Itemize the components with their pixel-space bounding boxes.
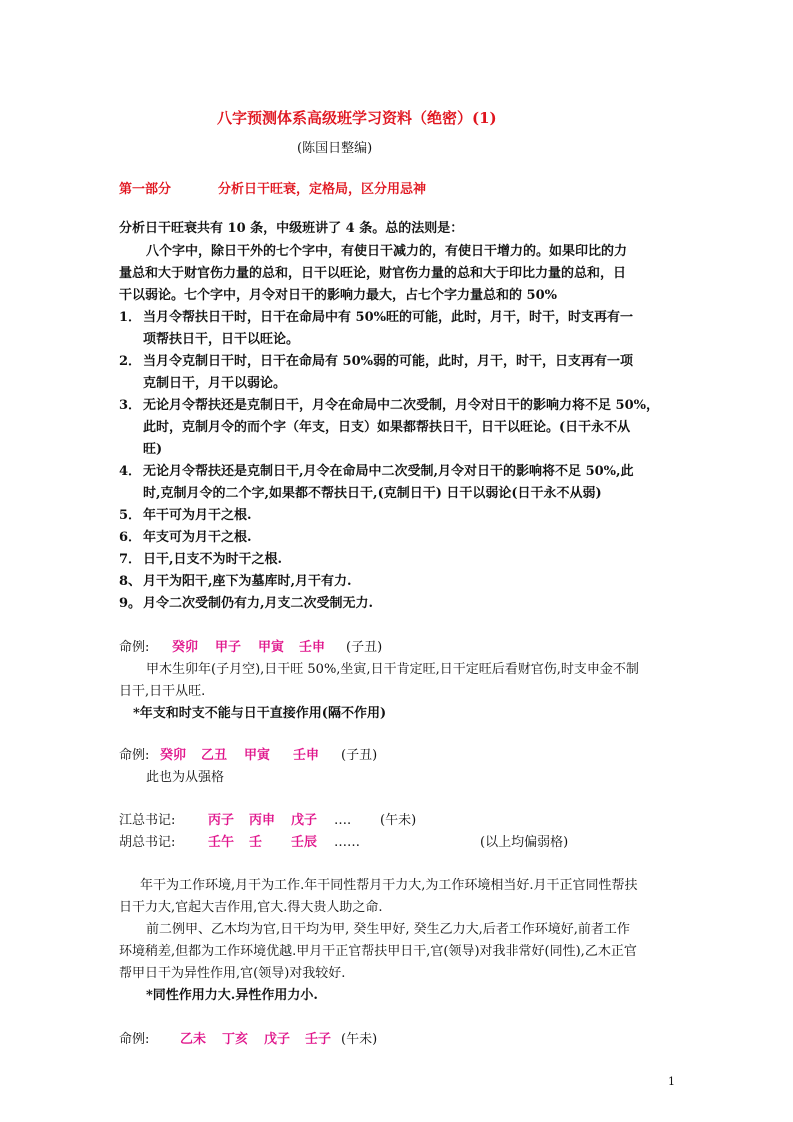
page-title: 八字预测体系高级班学习资料（绝密）(1): [217, 109, 497, 127]
discussion-line: 前二例甲、乙木均为官,日干均为甲, 癸生甲好, 癸生乙力大,后者工作环境好,前者工作: [146, 922, 630, 937]
rule-text: 旺): [143, 442, 163, 457]
example-text: 日干,日干从旺.: [119, 684, 206, 699]
rule-number: 8、: [119, 574, 142, 589]
ellipsis: ……: [334, 835, 360, 850]
pillar: 丙子: [208, 813, 235, 828]
rule-text: 时,克制月令的二个字,如果都不帮扶日干,(克制日干) 日干以弱论(日干永不从弱): [143, 486, 602, 501]
emphasis-note: *同性作用力大.异性作用力小.: [146, 988, 318, 1003]
example-note: (以上均偏弱格): [480, 835, 569, 850]
rule-number: 3．: [119, 398, 142, 413]
example-label: 胡总书记:: [119, 835, 176, 850]
pillar: 甲寅: [244, 748, 271, 763]
intro-heading: 分析日干旺衰共有 10 条，中级班讲了 4 条。总的法则是：: [119, 221, 464, 236]
pillar: 壬申: [293, 748, 320, 763]
rule-text: 当月令帮扶日干时，日干在命局中有 50%旺的可能，此时，月干，时干，时支再有一: [143, 310, 633, 325]
example-note: (午未): [341, 1032, 378, 1047]
pillar: 壬申: [299, 640, 326, 655]
page-subtitle: (陈国日整编): [297, 141, 373, 156]
page-number: 1: [668, 1075, 675, 1088]
example-label: 命例:: [119, 640, 150, 655]
rule-text: 项帮扶日干，日干以旺论。: [143, 332, 300, 347]
pillar: 癸卯: [172, 640, 199, 655]
discussion-line: 日干力大,官起大吉作用,官大.得大贵人助之命.: [119, 900, 383, 915]
example-note: (子丑): [341, 748, 378, 763]
pillar: 壬: [249, 835, 263, 850]
rule-text: 当月令克制日干时，日干在命局有 50%弱的可能，此时，月干，时干，日支再有一项: [143, 354, 633, 369]
rule-text: 克制日干，月干以弱论。: [143, 376, 287, 391]
example-text: 此也为从强格: [146, 770, 225, 785]
intro-line: 八个字中，除日干外的七个字中，有使日干减力的，有使日干增力的。如果印比的力: [146, 244, 628, 259]
pillar: 癸卯: [160, 748, 187, 763]
pillar: 壬子: [305, 1032, 332, 1047]
example-note: (午未): [380, 813, 417, 828]
rule-number: 1．: [119, 310, 142, 325]
rule-number: 6．: [119, 530, 142, 545]
section-label: 第一部分: [119, 182, 172, 197]
discussion-line: 环境稍差,但都为工作环境优越.甲月干正官帮扶甲日干,官(领导)对我非常好(同性),乙木正官: [119, 944, 637, 959]
section-title: 分析日干旺衰，定格局，区分用忌神: [218, 182, 427, 197]
rule-number: 4．: [119, 464, 142, 479]
pillar: 乙丑: [201, 748, 228, 763]
rule-text: 月令二次受制仍有力,月支二次受制无力.: [143, 596, 374, 611]
pillar: 乙未: [180, 1032, 207, 1047]
rule-text: 年干可为月干之根.: [143, 508, 252, 523]
discussion-line: 年干为工作环境,月干为工作.年干同性帮月干力大,为工作环境相当好.月干正官同性帮扶: [140, 878, 638, 893]
pillar: 甲寅: [258, 640, 285, 655]
rule-text: 无论月令帮扶还是克制日干，月令在命局中二次受制，月令对日干的影响力将不足 50%，: [143, 398, 659, 413]
example-label: 江总书记:: [119, 813, 176, 828]
pillar: 戊子: [291, 813, 318, 828]
intro-line: 量总和大于财官伤力量的总和，日干以旺论，财官伤力量的总和大于印比力量的总和，日: [119, 266, 627, 281]
pillar: 甲子: [215, 640, 242, 655]
example-label: 命例:: [119, 1032, 150, 1047]
rule-text: 月干为阳干,座下为墓库时,月干有力.: [143, 574, 352, 589]
pillar: 壬午: [208, 835, 235, 850]
example-label: 命例:: [119, 748, 150, 763]
rule-number: 2．: [119, 354, 142, 369]
rule-text: 年支可为月干之根.: [143, 530, 252, 545]
intro-line: 干以弱论。七个字中，月令对日干的影响力最大，占七个字力量总和的 50%: [119, 288, 557, 303]
pillar: 戊子: [264, 1032, 291, 1047]
pillar: 丙申: [249, 813, 276, 828]
pillar: 丁亥: [222, 1032, 249, 1047]
rule-text: 日干,日支不为时干之根.: [143, 552, 283, 567]
example-text: 甲木生卯年(子月空),日干旺 50%,坐寅,日干肯定旺,日干定旺后看财官伤,时支申金不制: [146, 662, 639, 677]
rule-number: 9。: [119, 596, 142, 611]
pillar: 壬辰: [291, 835, 318, 850]
emphasis-note: *年支和时支不能与日干直接作用(隔不作用): [133, 706, 387, 721]
rule-text: 此时，克制月令的而个字（年支，日支）如果都帮扶日干，日干以旺论。(日干永不从: [143, 420, 631, 435]
discussion-line: 帮甲日干为异性作用,官(领导)对我较好.: [119, 966, 346, 981]
example-note: (子丑): [346, 640, 383, 655]
rule-number: 5．: [119, 508, 142, 523]
rule-text: 无论月令帮扶还是克制日干,月令在命局中二次受制,月令对日干的影响将不足 50%,此: [143, 464, 634, 479]
rule-number: 7．: [119, 552, 142, 567]
ellipsis: ….: [334, 813, 352, 828]
